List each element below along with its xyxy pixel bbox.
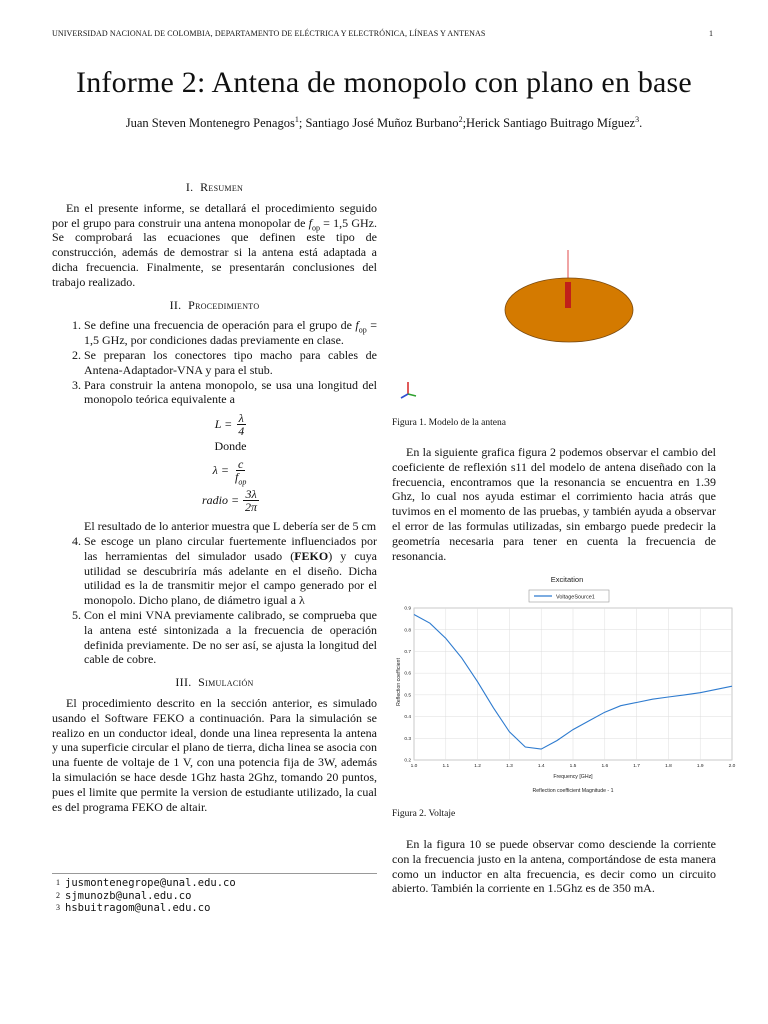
denominator: 2π bbox=[245, 499, 258, 514]
eq-lhs: L = bbox=[214, 416, 233, 431]
chart-title: Excitation bbox=[550, 575, 584, 584]
item-1-text-b: = 1,5 GHz, por condiciones dadas previamente en clase. bbox=[84, 318, 377, 348]
footnote-email[interactable]: sjmunozb@unal.edu.co bbox=[65, 889, 192, 902]
equation-radius bbox=[84, 485, 377, 515]
simulacion-paragraph: El procedimiento descrito en la sección anterior, es simulado usando el Software FEKO a continuación. Para la simulación se realizo en un conductor ideal, donde una linea representa la antena y una superficie circular el plano de tierra, dicha linea se asocia con una fuente de voltaje de 1 V, con una potencia fija de 3W, además la simulación se hace desde 1Ghz hasta 2Ghz, tomando 20 puntos, pues el limite que permite la version de estudiante utilizado, la cual es del programa FEKO de altair. bbox=[52, 695, 377, 814]
y-tick-label: 0.7 bbox=[404, 650, 411, 656]
y-axis-label: Reflection coefficient bbox=[396, 658, 402, 706]
den-var: f bbox=[234, 469, 239, 484]
chart-legend bbox=[529, 590, 609, 602]
equation-length bbox=[84, 409, 377, 439]
freq-var: f bbox=[308, 215, 312, 230]
denominator: 4 bbox=[238, 423, 245, 438]
footnote bbox=[52, 877, 377, 890]
author-list bbox=[0, 116, 768, 131]
paper-title: Informe 2: Antena de monopolo con plano en base bbox=[76, 66, 692, 99]
footnote bbox=[52, 890, 377, 903]
y-tick-label: 0.4 bbox=[404, 715, 411, 721]
section-title: Resumen bbox=[200, 180, 244, 194]
antenna-model-render bbox=[392, 238, 716, 418]
list-item: 5. Con el mini VNA previamente calibrado, se comprueba que la antena esté sintonizada a la frecuencia de operación definida previamente. De no ser así, se ajusta la longitud del cable de cobre. bbox=[84, 608, 377, 667]
freq-var: f bbox=[355, 318, 359, 333]
monopole bbox=[565, 282, 571, 308]
footnote-mark: 1 bbox=[56, 878, 60, 887]
x-tick-label: 1.0 bbox=[410, 764, 418, 769]
antenna-model-figure bbox=[392, 238, 716, 418]
left-column bbox=[52, 180, 377, 814]
list-item: 2. Se preparan los conectores tipo macho para cables de Antena-Adaptador-VNA y para el stub. bbox=[84, 348, 377, 378]
section-number: I. bbox=[185, 180, 194, 194]
fraction bbox=[233, 456, 248, 487]
procedure-list bbox=[52, 318, 377, 667]
page-number: 1 bbox=[709, 29, 713, 38]
y-tick-label: 0.6 bbox=[404, 671, 411, 677]
section-number: II. bbox=[169, 297, 182, 312]
current-paragraph: En la figura 10 se puede observar como desciende la corriente con la frecuencia justo en la antena, comportándose de esta manera como un inductor en alta frecuencia, es decir como un circuito abierto. También la corriente en 1.5Ghz es de 350 mA. bbox=[392, 837, 716, 896]
analysis-paragraph: En la siguiente grafica figura 2 podemos observar el cambio del coeficiente de reflexión s11 del modelo de antena diseñado con la frecuencia, encontramos que la resonancia se encuentra en 1.39 Ghz, lo cual nos ayuda estimar el corrimiento hacia atrás que tuvimos en el momento de las pruebas, y también ayuda a observar el error de las formulas utilizadas, sin embargo puede predecir la geometría necesaria para tener en cuenta la frecuencia de resonancia. bbox=[392, 445, 716, 563]
footnote-mark: 2 bbox=[56, 890, 60, 900]
freq-sub: op bbox=[311, 222, 320, 232]
item-4-text-a: Se escoge un plano circular fuertemente influenciados por las herramientas del simulador usado ( bbox=[84, 533, 377, 563]
numerator: 3λ bbox=[245, 486, 257, 501]
x-tick-label: 1.5 bbox=[569, 764, 577, 769]
right-column-text-1 bbox=[392, 445, 716, 563]
author-1-mark: 1 bbox=[294, 114, 299, 124]
footnote bbox=[52, 902, 377, 915]
author-3: Herick Santiago Buitrago Míguez bbox=[466, 116, 636, 130]
x-tick-label: 1.7 bbox=[633, 764, 640, 769]
item-4-text-b: ) y cuya utilidad se descubriría más adelante en el diseño. Dicha utilidad es la de transmitir mejor el campo generado por el monopolo. Dicho plano, de diámetro igual a λ bbox=[84, 548, 377, 608]
x-tick-label: 1.6 bbox=[601, 764, 609, 769]
reflection-coefficient-figure bbox=[392, 568, 740, 798]
y-tick-label: 0.9 bbox=[404, 606, 411, 612]
item-4-bold: FEKO bbox=[294, 548, 329, 563]
donde-label: Donde bbox=[214, 439, 247, 454]
figure-2-caption: Figura 2. Voltaje bbox=[392, 809, 456, 819]
fraction bbox=[236, 412, 246, 437]
x-tick-label: 1.2 bbox=[474, 764, 481, 769]
x-tick-label: 1.4 bbox=[537, 764, 545, 769]
resumen-text-b: = 1,5 GHz. Se comprobará las ecuaciones que definen este tipo de construcción, además de demostrar si la antena está adaptada a dicha frecuencia. Finalmente, se presentarán conclusiones del trabajo realizado. bbox=[52, 215, 377, 289]
section-heading-procedimiento bbox=[52, 298, 377, 313]
section-number: III. bbox=[175, 675, 192, 690]
footnote-email[interactable]: hsbuitragom@unal.edu.co bbox=[65, 902, 211, 914]
item-3-result: El resultado de lo anterior muestra que L debería ser de 5 cm bbox=[84, 519, 377, 534]
author-sep-1: ; bbox=[298, 116, 306, 130]
equation-wavelength bbox=[84, 455, 377, 485]
den-sub: op bbox=[238, 477, 247, 487]
freq-sub: op bbox=[358, 325, 367, 335]
y-tick-label: 0.2 bbox=[404, 758, 411, 764]
list-item bbox=[84, 318, 377, 348]
footnotes bbox=[52, 873, 377, 915]
section-title: Simulación bbox=[198, 675, 254, 690]
eq-lhs: λ = bbox=[212, 462, 229, 477]
list-item bbox=[84, 378, 377, 534]
y-tick-label: 0.5 bbox=[404, 693, 411, 699]
axes-triad-icon bbox=[401, 382, 416, 398]
list-item bbox=[84, 534, 377, 608]
running-head: UNIVERSIDAD NACIONAL DE COLOMBIA, DEPARTAMENTO DE ELÉCTRICA Y ELECTRÓNICA, LÍNEAS Y ANTENAS bbox=[52, 29, 486, 38]
chart-footer: Reflection coefficient Magnitude - 1 bbox=[532, 788, 614, 794]
numerator: c bbox=[237, 456, 244, 471]
eq-lhs: radio = bbox=[201, 492, 240, 507]
figure-1-caption: Figura 1. Modelo de la antena bbox=[392, 418, 506, 428]
denominator bbox=[233, 469, 248, 487]
section-heading-simulacion bbox=[52, 675, 377, 690]
legend-label: VoltageSource1 bbox=[556, 594, 595, 601]
author-end: . bbox=[639, 116, 643, 130]
reflection-coefficient-chart bbox=[392, 568, 740, 798]
equation-block bbox=[84, 409, 377, 515]
item-1-text-a: Se define una frecuencia de operación para el grupo de bbox=[84, 318, 356, 333]
fraction bbox=[243, 488, 259, 513]
author-sep-2: ; bbox=[462, 116, 467, 130]
x-axis-label: Frequency [GHz] bbox=[553, 774, 593, 780]
author-2-mark: 2 bbox=[458, 114, 463, 124]
x-tick-label: 1.9 bbox=[696, 764, 704, 769]
x-tick-label: 1.1 bbox=[442, 764, 450, 769]
plot-area bbox=[404, 606, 735, 769]
x-tick-label: 1.3 bbox=[506, 764, 513, 769]
resumen-paragraph bbox=[52, 201, 377, 290]
numerator: λ bbox=[238, 410, 244, 425]
section-title: Procedimiento bbox=[188, 297, 260, 312]
y-tick-label: 0.8 bbox=[404, 628, 411, 634]
y-tick-label: 0.3 bbox=[404, 736, 411, 742]
author-3-mark: 3 bbox=[635, 114, 640, 124]
x-tick-label: 2.0 bbox=[728, 764, 736, 769]
footnote-email[interactable]: jusmontenegrope@unal.edu.co bbox=[65, 877, 236, 889]
footnote-mark: 3 bbox=[56, 903, 60, 912]
author-2: Santiago José Muñoz Burbano bbox=[305, 116, 459, 130]
item-3-text: Para construir la antena monopolo, se usa una longitud del monopolo teórica equivalente a bbox=[84, 377, 377, 407]
section-heading-resumen bbox=[52, 180, 377, 195]
right-column-text-2 bbox=[392, 837, 716, 896]
author-1: Juan Steven Montenegro Penagos bbox=[125, 116, 295, 130]
resumen-text-a: En el presente informe, se detallará el procedimiento seguido por el grupo para construir una antena monopolar de bbox=[52, 200, 377, 230]
x-tick-label: 1.8 bbox=[665, 764, 672, 769]
